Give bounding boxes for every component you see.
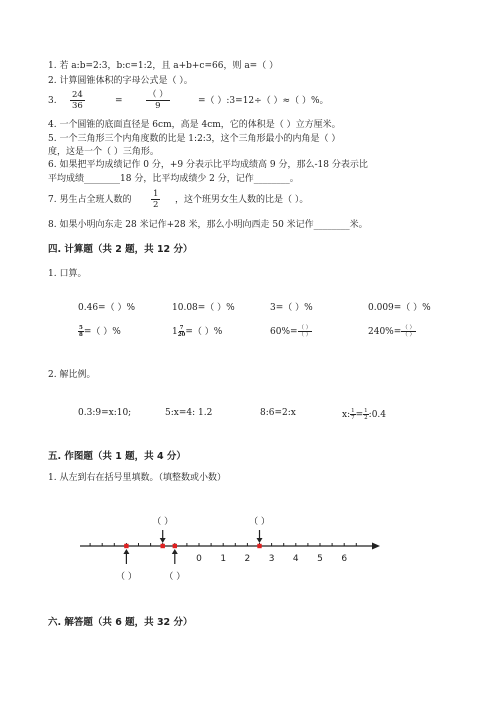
question-2: 2. 计算圆锥体积的字母公式是（ ）。	[48, 76, 193, 86]
answer-blank: （ ）	[164, 572, 186, 582]
fraction-5-8: $\frac{5}{8}$	[79, 325, 83, 338]
question-8: 8. 如果小明向东走 28 米记作+28 米，那么小明向西走 50 米记作________米。	[48, 220, 368, 230]
oral-calc-label: 1. 口算。	[48, 269, 87, 279]
answer-blank: （ ）	[249, 517, 270, 527]
blank-fraction: （ ） （ ）	[298, 325, 312, 338]
fraction-7-20: $\frac{7}{20}$	[177, 325, 186, 338]
blank-fraction: （ ） （ ）	[402, 325, 416, 338]
solve-proportion-label: 2. 解比例。	[48, 370, 96, 380]
drawing-question-1: 1. 从左到右在括号里填数。（填整数或小数）	[48, 473, 226, 483]
number-line	[0, 505, 500, 585]
section-6-title: 六. 解答题（共 6 题，共 32 分）	[48, 617, 193, 628]
tick-label: 4	[292, 554, 299, 564]
question-5-line-1: 5. 一个三角形三个内角度数的比是 1:2:3，这个三角形最小的内角是（ ）	[48, 134, 341, 144]
marked-point	[173, 544, 177, 548]
section-4-title: 四. 计算题（共 2 题，共 12 分）	[48, 244, 193, 255]
axis-arrowhead	[372, 543, 380, 550]
tick-label: 0	[196, 554, 202, 564]
question-6-line-2: 平均成绩________18 分，比平均成绩少 2 分，记作________。	[48, 174, 299, 184]
up-arrow-head	[172, 549, 178, 554]
tick-label: 2	[244, 554, 251, 564]
question-1: 1. 若 a:b=2:3，b:c=1:2，且 a+b+c=66，则 a=（ ）	[48, 61, 279, 71]
oral-calc-item: $\frac{5}{8}$ =（ ）%	[79, 325, 121, 338]
question-4: 4. 一个圆锥的底面直径是 6cm，高是 4cm，它的体积是（ ）立方厘米。	[48, 120, 341, 130]
marked-point	[257, 544, 261, 548]
oral-calc-item: 0.46=（ ）%	[78, 303, 135, 313]
tick-label: 1	[220, 554, 227, 564]
oral-calc-item: 3=（ ）%	[270, 303, 313, 313]
oral-calc-item: 0.009=（ ）%	[368, 303, 431, 313]
marked-point	[124, 544, 128, 548]
question-6-line-1: 6. 如果把平均成绩记作 0 分，+9 分表示比平均成绩高 9 分，那么-18 分表示比	[48, 160, 368, 170]
marked-point	[161, 544, 165, 548]
fraction-1-7: $\frac{1}{7}$	[351, 408, 355, 421]
question-7-post: ，这个班男女生人数的比是（ ）。	[175, 195, 309, 205]
oral-calc-item: 60%= （ ） （ ）	[270, 325, 312, 338]
answer-blank: （ ）	[152, 517, 174, 527]
equals-sign: =	[115, 96, 123, 106]
fraction-24-36: $\frac{24}{36}$	[72, 90, 83, 111]
answer-blank: （ ）	[115, 572, 137, 582]
tick-label: 5	[317, 554, 323, 564]
fraction-one-half: $\frac{1}{2}$	[153, 189, 159, 210]
down-arrow-head	[257, 538, 263, 543]
oral-calc-item: 1 $\frac{7}{20}$ =（ ）%	[172, 325, 223, 338]
section-5-title: 五. 作图题（共 1 题，共 4 分）	[48, 451, 186, 462]
proportion-item: x: $\frac{1}{7}$ = $\frac{1}{2}$ :0.4	[342, 408, 387, 421]
proportion-item: 5:x=4: 1.2	[165, 408, 213, 418]
question-3-label: 3.	[48, 96, 57, 106]
proportion-item: 8:6=2:x	[260, 408, 296, 418]
up-arrow-head	[123, 549, 129, 554]
oral-calc-item: 10.08=（ ）%	[172, 303, 235, 313]
proportion-item: 0.3:9=x:10;	[78, 408, 132, 418]
fraction-1-2: $\frac{1}{2}$	[364, 408, 368, 421]
tick-label: 6	[341, 554, 348, 564]
question-3-rest: =（ ）:3=12÷（ ）≈（ ）%。	[198, 96, 329, 106]
tick-label: 3	[268, 554, 275, 564]
oral-calc-item: 240%= （ ） （ ）	[368, 325, 416, 338]
blank-fraction: （ ） 9	[148, 90, 168, 111]
question-5-line-2: 度，这是一个（ ）三角形。	[48, 147, 159, 157]
down-arrow-head	[160, 538, 166, 543]
question-7-pre: 7. 男生占全班人数的	[48, 195, 132, 205]
